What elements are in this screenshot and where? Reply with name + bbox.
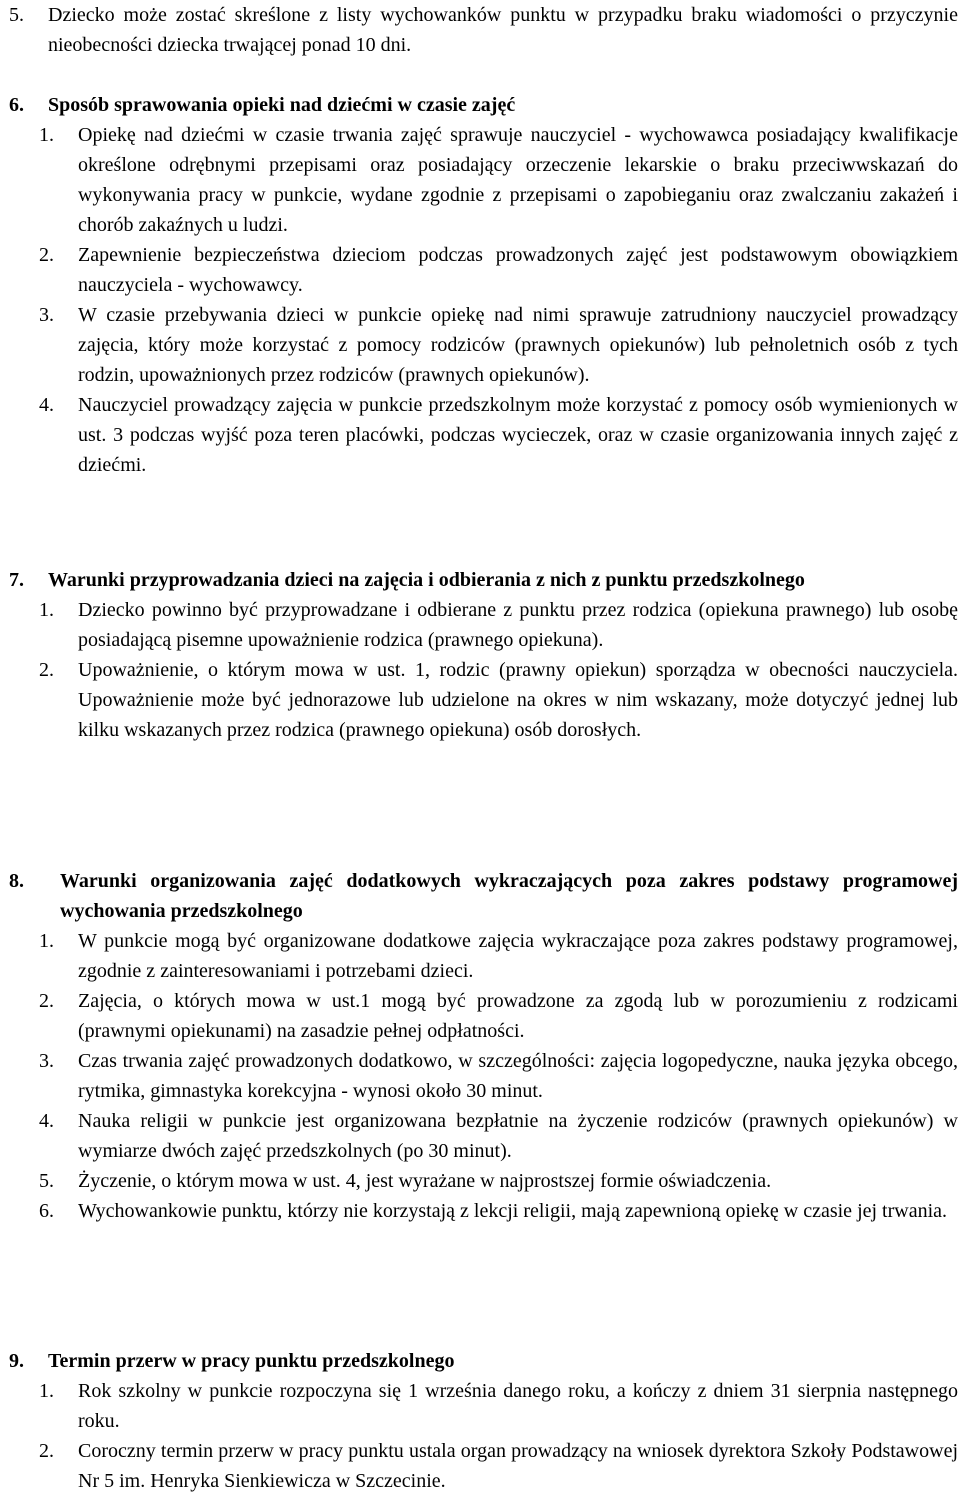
list-item: [0, 926, 958, 986]
section-number: 7.: [9, 569, 24, 591]
section-title: Warunki organizowania zajęć dodatkowych wykraczających poza zakres podstawy programowej wychowania przedszkolnego: [60, 870, 958, 922]
item-text: Zapewnienie bezpieczeństwa dzieciom podczas prowadzonych zajęć jest podstawowym obowiązkiem nauczyciela - wychowawcy.: [78, 244, 958, 296]
item-text: Życzenie, o którym mowa w ust. 4, jest wyrażane w najprostszej formie oświadczenia.: [78, 1170, 772, 1192]
item-text: Dziecko może zostać skreślone z listy wychowanków punktu w przypadku braku wiadomości o przyczynie nieobecności dziecka trwającej ponad 10 dni.: [48, 4, 958, 56]
list-item: [0, 595, 958, 655]
list-item: [0, 986, 958, 1046]
list-item: [0, 120, 958, 240]
section-heading: [0, 90, 958, 120]
section-number: 6.: [9, 94, 24, 116]
list-item: [0, 1436, 958, 1496]
item-text: Nauczyciel prowadzący zajęcia w punkcie przedszkolnym może korzystać z pomocy osób wymienionych w ust. 3 podczas wyjść poza teren placówki, podczas wycieczek, oraz w czasie organizowania innych zajęć z dziećmi.: [78, 394, 958, 476]
list-item: [0, 1196, 958, 1226]
list-item: [0, 390, 958, 480]
item-number: 1.: [39, 124, 54, 146]
section-heading: [0, 1346, 958, 1376]
item-text: Upoważnienie, o którym mowa w ust. 1, rodzic (prawny opiekun) sporządza w obecności nauczyciela. Upoważnienie może być jednorazowe lub udzielone na okres w nim wskazany, może dotyczyć jednej lub kilku wskazanych przez rodzica (prawnego opiekuna) osób dorosłych.: [78, 659, 958, 741]
item-text: Dziecko powinno być przyprowadzane i odbierane z punktu przez rodzica (opiekuna prawnego) lub osobę posiadającą pisemne upoważnienie rodzica (prawnego opiekuna).: [78, 599, 958, 651]
item-text: W punkcie mogą być organizowane dodatkowe zajęcia wykraczające poza zakres podstawy programowej, zgodnie z zainteresowaniami i potrzebami dzieci.: [78, 930, 958, 982]
section-heading: [0, 565, 958, 595]
item-number: 4.: [39, 394, 54, 416]
section-heading: [0, 866, 958, 926]
list-item: [0, 1376, 958, 1436]
item-number: 2.: [39, 244, 54, 266]
item-number: 2.: [39, 659, 54, 681]
item-number: 3.: [39, 304, 54, 326]
list-item: [0, 300, 958, 390]
item-text: Wychowankowie punktu, którzy nie korzystają z lekcji religii, mają zapewnioną opiekę w czasie jej trwania.: [78, 1200, 948, 1222]
section-title: Sposób sprawowania opieki nad dziećmi w czasie zajęć: [48, 94, 516, 116]
item-text: Czas trwania zajęć prowadzonych dodatkowo, w szczególności: zajęcia logopedyczne, nauka języka obcego, rytmika, gimnastyka korekcyjna - wynosi około 30 minut.: [78, 1050, 958, 1102]
item-number: 1.: [39, 599, 54, 621]
item-text: W czasie przebywania dzieci w punkcie opiekę nad nimi sprawuje zatrudniony nauczyciel prowadzący zajęcia, który może korzystać z pomocy rodziców (prawnych opiekunów) lub pełnoletnich osób z tych rodzin, upoważnionych przez rodziców (prawnych opiekunów).: [78, 304, 958, 386]
section-title: Warunki przyprowadzania dzieci na zajęcia i odbierania z nich z punktu przedszkolnego: [48, 569, 805, 591]
item-number: 2.: [39, 1440, 54, 1462]
item-number: 5.: [39, 1170, 54, 1192]
item-text: Coroczny termin przerw w pracy punktu ustala organ prowadzący na wniosek dyrektora Szkoły Podstawowej Nr 5 im. Henryka Sienkiewicza w Szczecinie.: [78, 1440, 958, 1492]
item-number: 5.: [9, 4, 24, 26]
section-7: [0, 565, 958, 745]
list-item: [0, 655, 958, 745]
section-8: [0, 866, 958, 1226]
section-number: 9.: [9, 1350, 24, 1372]
section-title: Termin przerw w pracy punktu przedszkolnego: [48, 1350, 455, 1372]
section-6: [0, 90, 958, 480]
item-number: 1.: [39, 1380, 54, 1402]
item-number: 4.: [39, 1110, 54, 1132]
item-number: 6.: [39, 1200, 54, 1222]
item-number: 2.: [39, 990, 54, 1012]
item-number: 1.: [39, 930, 54, 952]
list-item: [0, 1106, 958, 1166]
section-number: 8.: [9, 870, 24, 892]
section-9: [0, 1346, 958, 1496]
list-item: [0, 1046, 958, 1106]
section-5-list: [0, 0, 958, 60]
list-item: [0, 1166, 958, 1196]
item-text: Opiekę nad dziećmi w czasie trwania zajęć sprawuje nauczyciel - wychowawca posiadający kwalifikacje określone odrębnymi przepisami oraz posiadający orzeczenie lekarskie o braku przeciwwskazań do wykonywania pracy w punkcie, wydane zgodnie z przepisami o zapobieganiu oraz zwalczaniu zakażeń i chorób zakaźnych u ludzi.: [78, 124, 958, 236]
item-text: Rok szkolny w punkcie rozpoczyna się 1 września danego roku, a kończy z dniem 31 sierpnia następnego roku.: [78, 1380, 958, 1432]
list-item: [0, 0, 958, 60]
item-text: Zajęcia, o których mowa w ust.1 mogą być prowadzone za zgodą lub w porozumieniu z rodzicami (prawnymi opiekunami) na zasadzie pełnej odpłatności.: [78, 990, 958, 1042]
item-text: Nauka religii w punkcie jest organizowana bezpłatnie na życzenie rodziców (prawnych opiekunów) w wymiarze dwóch zajęć przedszkolnych (po 30 minut).: [78, 1110, 958, 1162]
item-number: 3.: [39, 1050, 54, 1072]
list-item: [0, 240, 958, 300]
